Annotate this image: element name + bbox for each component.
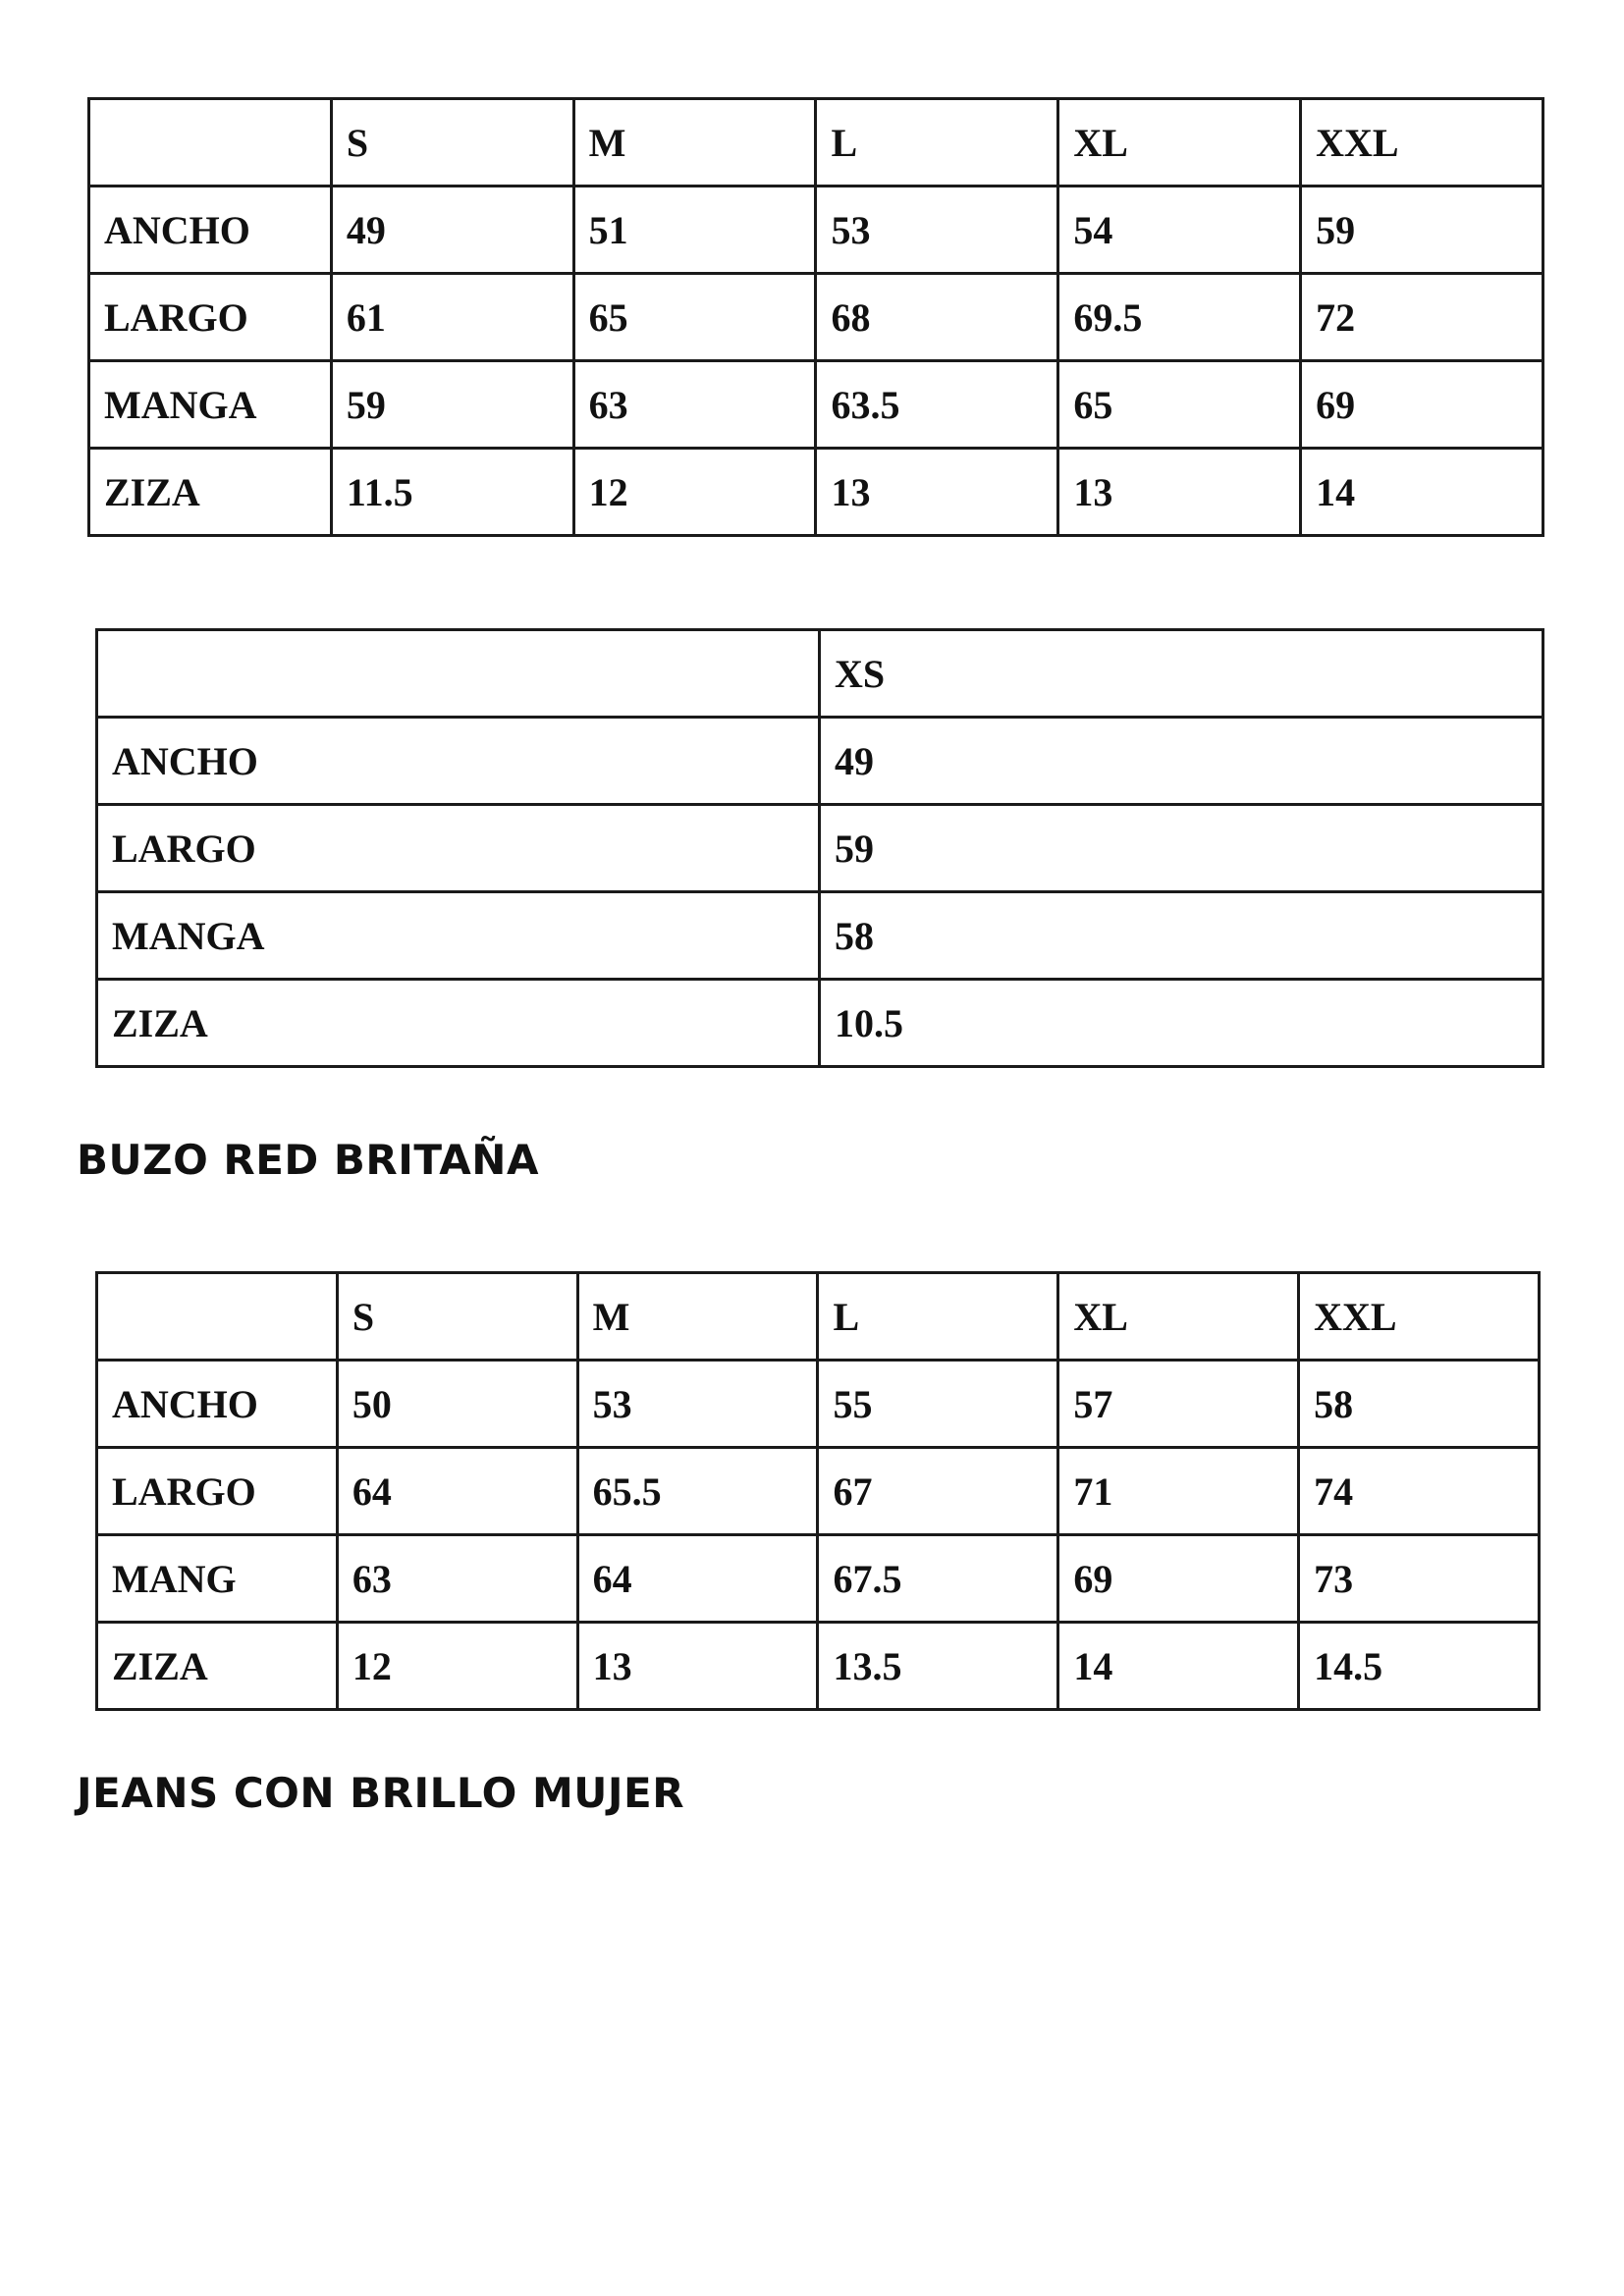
row-label: MANGA <box>89 361 332 449</box>
table-cell: 67.5 <box>818 1535 1058 1623</box>
table-cell: 65 <box>1058 361 1301 449</box>
table-row <box>97 980 1543 1067</box>
row-label: LARGO <box>97 805 820 892</box>
table-cell: 63.5 <box>816 361 1058 449</box>
header-cell <box>97 1273 338 1361</box>
table-cell: 50 <box>337 1361 577 1448</box>
table-cell: 57 <box>1058 1361 1299 1448</box>
row-label: LARGO <box>89 274 332 361</box>
table-cell: 63 <box>337 1535 577 1623</box>
header-cell <box>97 630 820 718</box>
table-cell: 64 <box>577 1535 818 1623</box>
header-cell: S <box>331 99 573 187</box>
table-cell: 59 <box>820 805 1543 892</box>
table-cell: 61 <box>331 274 573 361</box>
table-cell: 12 <box>573 449 816 536</box>
table-row <box>97 1535 1540 1623</box>
table-cell: 55 <box>818 1361 1058 1448</box>
table-header-row <box>97 630 1543 718</box>
table-cell: 64 <box>337 1448 577 1535</box>
table-cell: 74 <box>1299 1448 1540 1535</box>
row-label: ANCHO <box>97 718 820 805</box>
table-cell: 65 <box>573 274 816 361</box>
row-label: MANGA <box>97 892 820 980</box>
header-cell: XL <box>1058 99 1301 187</box>
table-cell: 54 <box>1058 187 1301 274</box>
header-cell: L <box>818 1273 1058 1361</box>
table-header-row <box>97 1273 1540 1361</box>
table-cell: 69.5 <box>1058 274 1301 361</box>
table-cell: 72 <box>1301 274 1543 361</box>
table-row <box>97 892 1543 980</box>
row-label: LARGO <box>97 1448 338 1535</box>
table-cell: 51 <box>573 187 816 274</box>
table-cell: 71 <box>1058 1448 1299 1535</box>
table-cell: 53 <box>816 187 1058 274</box>
table-cell: 58 <box>820 892 1543 980</box>
table-row <box>89 187 1543 274</box>
header-cell: XXL <box>1301 99 1543 187</box>
size-table-2 <box>95 628 1544 1068</box>
row-label: ZIZA <box>97 980 820 1067</box>
table-row <box>97 718 1543 805</box>
table-cell: 11.5 <box>331 449 573 536</box>
table-row <box>97 1361 1540 1448</box>
row-label: ANCHO <box>97 1361 338 1448</box>
table-cell: 53 <box>577 1361 818 1448</box>
header-cell: XXL <box>1299 1273 1540 1361</box>
header-cell: XS <box>820 630 1543 718</box>
table-cell: 67 <box>818 1448 1058 1535</box>
header-cell: S <box>337 1273 577 1361</box>
section-heading-buzo: BUZO RED BRITAÑA <box>77 1136 539 1184</box>
table-cell: 59 <box>331 361 573 449</box>
table-cell: 13 <box>577 1623 818 1710</box>
table-cell: 13 <box>1058 449 1301 536</box>
table-cell: 63 <box>573 361 816 449</box>
table-cell: 65.5 <box>577 1448 818 1535</box>
row-label: MANG <box>97 1535 338 1623</box>
table-cell: 12 <box>337 1623 577 1710</box>
section-heading-jeans: JEANS CON BRILLO MUJER <box>77 1769 685 1817</box>
table-cell: 10.5 <box>820 980 1543 1067</box>
table-cell: 58 <box>1299 1361 1540 1448</box>
size-table-1 <box>87 97 1544 537</box>
table-cell: 68 <box>816 274 1058 361</box>
table-header-row <box>89 99 1543 187</box>
table-cell: 59 <box>1301 187 1543 274</box>
row-label: ANCHO <box>89 187 332 274</box>
header-cell <box>89 99 332 187</box>
header-cell: M <box>577 1273 818 1361</box>
table-row <box>97 805 1543 892</box>
header-cell: L <box>816 99 1058 187</box>
table-row <box>97 1623 1540 1710</box>
table-row <box>89 361 1543 449</box>
table-cell: 14 <box>1058 1623 1299 1710</box>
table-row <box>89 274 1543 361</box>
header-cell: XL <box>1058 1273 1299 1361</box>
table-cell: 14 <box>1301 449 1543 536</box>
table-cell: 13 <box>816 449 1058 536</box>
table-cell: 13.5 <box>818 1623 1058 1710</box>
table-row <box>97 1448 1540 1535</box>
row-label: ZIZA <box>89 449 332 536</box>
table-cell: 73 <box>1299 1535 1540 1623</box>
table-cell: 49 <box>820 718 1543 805</box>
row-label: ZIZA <box>97 1623 338 1710</box>
table-cell: 69 <box>1301 361 1543 449</box>
table-row <box>89 449 1543 536</box>
header-cell: M <box>573 99 816 187</box>
table-cell: 49 <box>331 187 573 274</box>
table-cell: 69 <box>1058 1535 1299 1623</box>
size-table-3 <box>95 1271 1541 1711</box>
table-cell: 14.5 <box>1299 1623 1540 1710</box>
